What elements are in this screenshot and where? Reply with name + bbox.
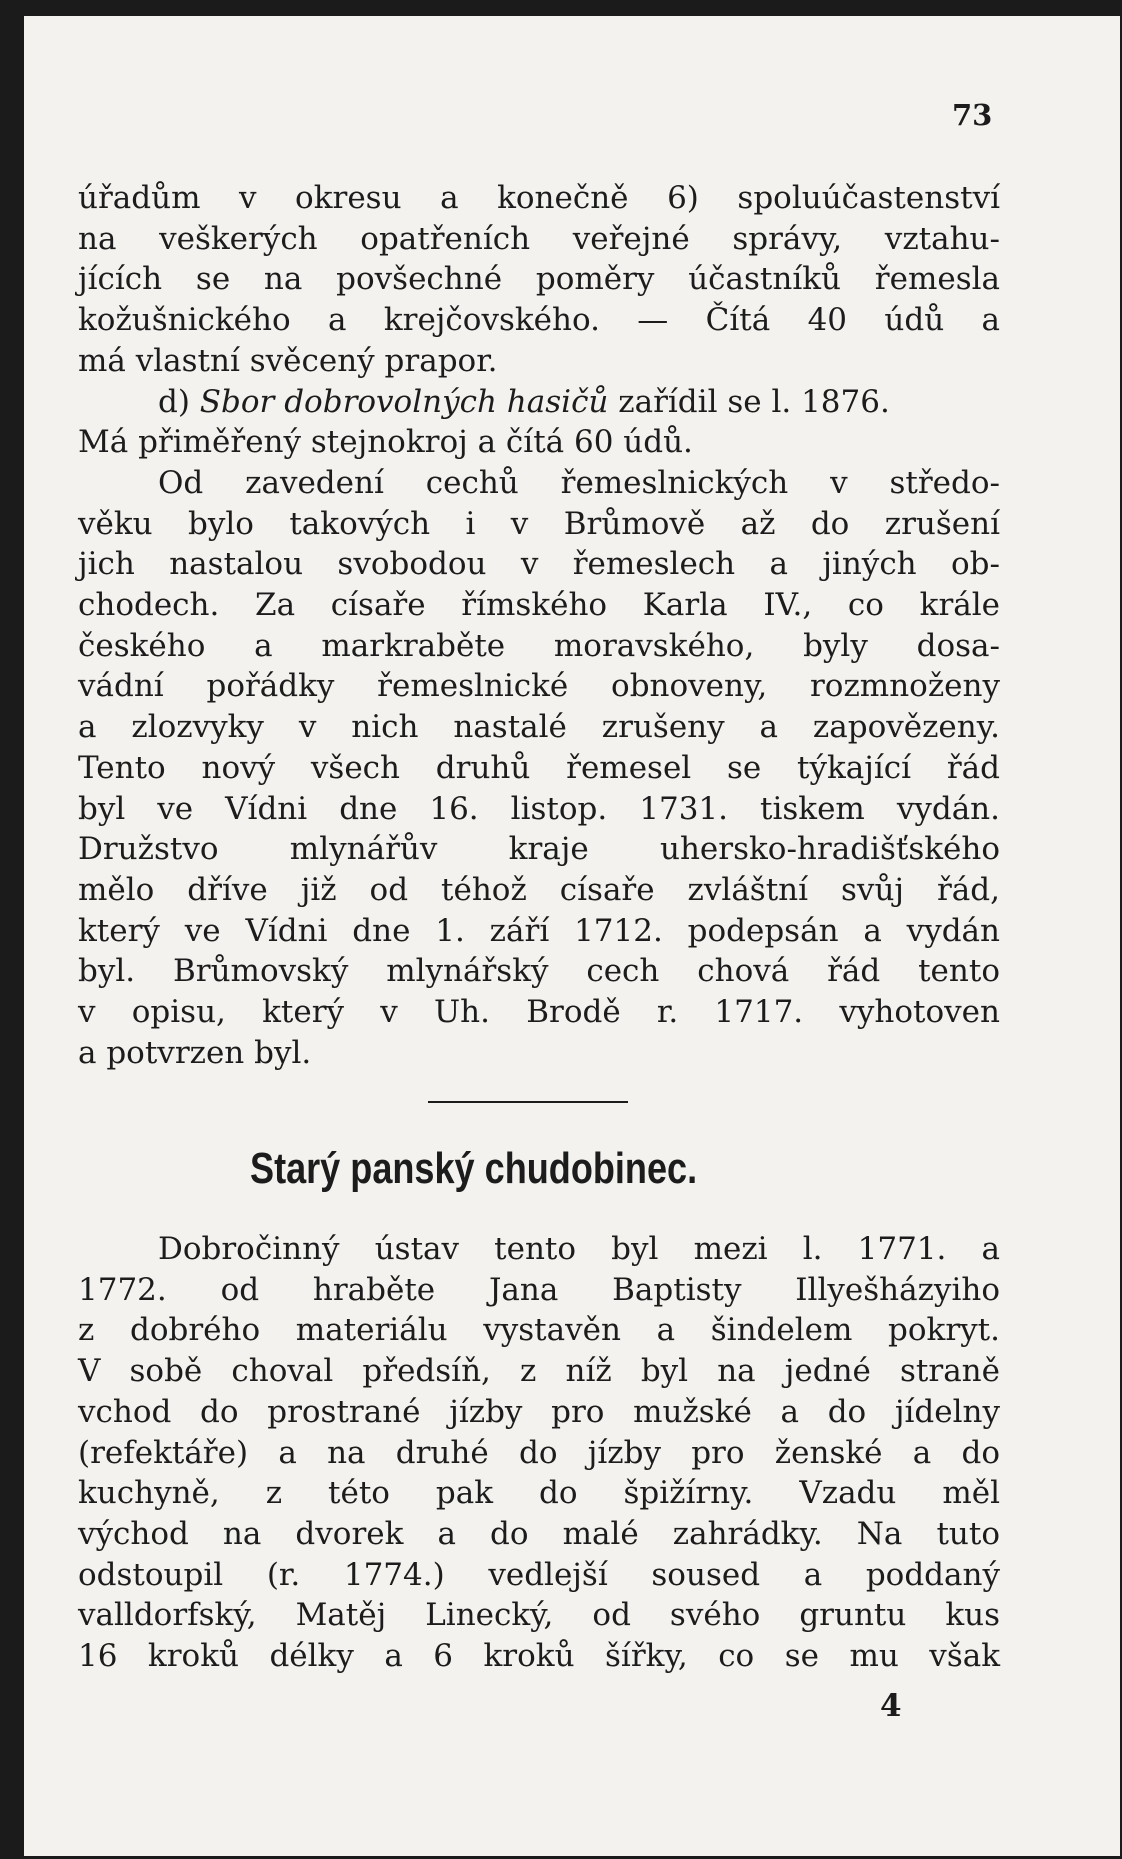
text-line: a zlozvyky v nich nastalé zrušeny a zapovězeny. (78, 709, 1000, 746)
section-heading: Starý panský chudobinec. (250, 1144, 698, 1193)
text-line: byl. Brůmovský mlynářský cech chová řád tento (78, 953, 1000, 990)
text-line: českého a markraběte moravského, byly dosa- (78, 627, 1000, 664)
text-line: z dobrého materiálu vystavěn a šindelem pokryt. (78, 1312, 1000, 1349)
text-line: Od zavedení cechů řemeslnických v středo- (158, 464, 1000, 501)
text-line-fire-brigade (78, 382, 1000, 423)
text-line: (refektáře) a na druhé do jízby pro ženské a do (78, 1434, 1000, 1471)
text-line: kuchyně, z této pak do špižírny. Vzadu měl (78, 1475, 1000, 1512)
list-marker: d) (158, 383, 200, 420)
text-line: vchod do prostrané jízby pro mužské a do jídelny (78, 1393, 1000, 1430)
book-page (24, 16, 1120, 1856)
text-line: byl ve Vídni dne 16. listop. 1731. tiskem vydán. (78, 790, 1000, 827)
text-line: úřadům v okresu a konečně 6) spoluúčastenství (78, 180, 1000, 216)
text-line: vádní pořádky řemeslnické obnoveny, rozmnoženy (78, 668, 1000, 705)
text-line: valldorfský, Matěj Linecký, od svého gruntu kus (78, 1597, 1000, 1634)
text-line: který ve Vídni dne 1. září 1712. podepsán a vydán (78, 912, 1000, 949)
text-line: Má přiměřený stejnokroj a čítá 60 údů. (78, 424, 693, 461)
text-line: Tento nový všech druhů řemesel se týkající řád (78, 749, 1000, 786)
text-line: kožušnického a krejčovského. — Čítá 40 údů a (78, 302, 1000, 339)
text-line: má vlastní svěcený prapor. (78, 342, 498, 379)
text-line: a potvrzen byl. (78, 1034, 312, 1071)
signature-mark: 4 (880, 1688, 902, 1724)
text-line: 1772. od hraběte Jana Baptisty Illyešházyiho (78, 1271, 1000, 1308)
text-line: V sobě choval předsíň, z níž byl na jedné straně (78, 1353, 1000, 1390)
text-line: východ na dvorek a do malé zahrádky. Na tuto (78, 1515, 1000, 1552)
text-line: jících se na povšechné poměry účastníků řemesla (78, 261, 1000, 298)
body-text-upper (78, 178, 1000, 1073)
text-line: v opisu, který v Uh. Brodě r. 1717. vyhotoven (78, 994, 1000, 1031)
text-line: na veškerých opatřeních veřejné správy, vztahu- (78, 220, 1000, 257)
text-line: věku bylo takových i v Brůmově až do zrušení (78, 505, 1000, 542)
text-line: 16 kroků délky a 6 kroků šířky, co se mu však (78, 1638, 1000, 1675)
page-number: 73 (952, 98, 993, 132)
text-line: Dobročinný ústav tento byl mezi l. 1771. a (158, 1231, 1000, 1267)
body-text-lower (78, 1229, 1000, 1677)
text-fragment: zařídil se l. 1876. (608, 383, 890, 420)
text-line: Družstvo mlynářův kraje uhersko-hradišťského (78, 831, 1000, 868)
text-line: odstoupil (r. 1774.) vedlejší soused a poddaný (78, 1556, 1000, 1593)
section-divider (428, 1101, 628, 1103)
text-line: chodech. Za císaře římského Karla IV., co krále (78, 587, 1000, 624)
italic-term: Sbor dobrovolných hasičů (199, 383, 609, 420)
text-line: mělo dříve již od téhož císaře zvláštní svůj řád, (78, 871, 1000, 908)
text-line: jich nastalou svobodou v řemeslech a jiných ob- (78, 546, 1000, 583)
